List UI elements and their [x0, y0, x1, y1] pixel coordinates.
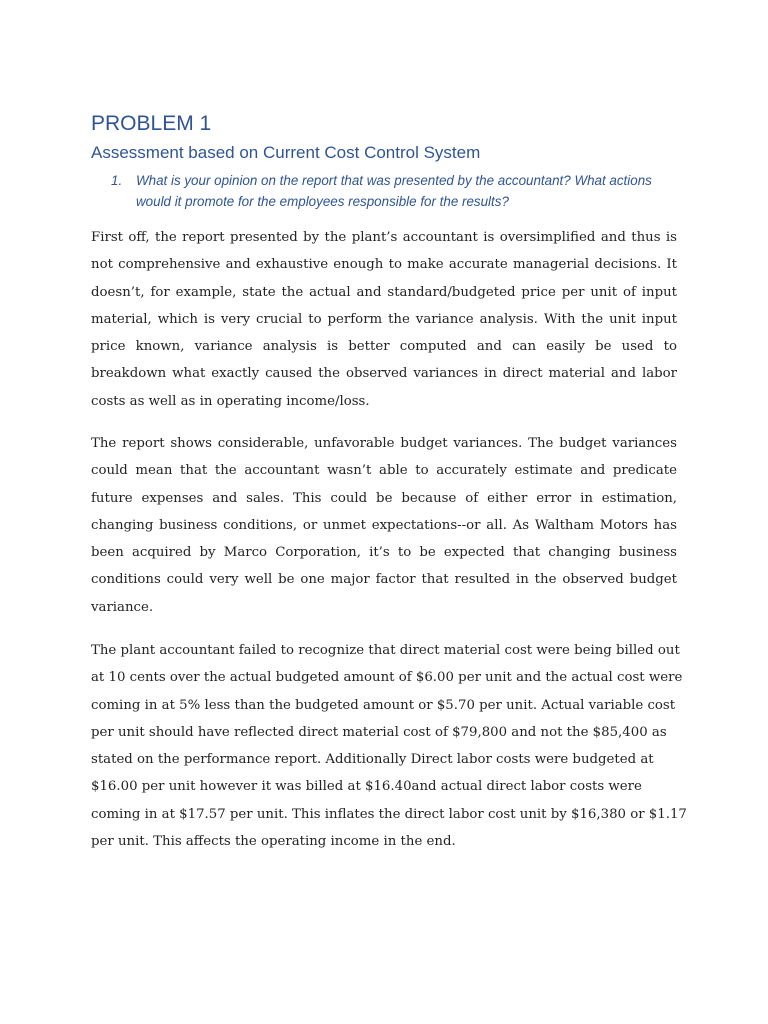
section-subheading: Assessment based on Current Cost Control System: [91, 143, 481, 162]
body-paragraph: The report shows considerable, unfavorable budget variances. The budget variances could mean that the accountant wasn’t able to accurately estimate and predicate future expenses and sales. This could be because of either error in estimation, changing business conditions, or unmet expectations--or all. As Waltham Motors has been acquired by Marco Corporation, it’s to be expected that changing business conditions could very well be one major factor that resulted in the observed budget variance.: [91, 436, 677, 615]
body-paragraph: First off, the report presented by the plant’s accountant is oversimplified and thus is not comprehensive and exhaustive enough to make accurate managerial decisions. It doesn’t, for example, state the actual and standard/budgeted price per unit of input material, which is very crucial to perform the variance analysis. With the unit input price known, variance analysis is better computed and can easily be used to breakdown what exactly caused the observed variances in direct material and labor costs as well as in operating income/loss.: [91, 230, 677, 409]
question-item: [111, 170, 681, 212]
question-text: What is your opinion on the report that was presented by the accountant? What actions would it promote for the employees responsible for the results?: [136, 173, 652, 209]
body-paragraph: The plant accountant failed to recognize that direct material cost were being billed out at 10 cents over the actual budgeted amount of $6.00 per unit and the actual cost were coming in at 5% less than the budgeted amount or $5.70 per unit. Actual variable cost per unit should have reflected direct material cost of $79,800 and not the $85,400 as stated on the performance report. Additionally Direct labor costs were budgeted at $16.00 per unit however it was billed at $16.40and actual direct labor costs were coming in at $17.57 per unit. This inflates the direct labor cost unit by $16,380 or $1.17 per unit. This affects the operating income in the end.: [91, 643, 687, 850]
problem-heading: PROBLEM 1: [91, 112, 212, 135]
question-number: 1.: [111, 173, 123, 188]
